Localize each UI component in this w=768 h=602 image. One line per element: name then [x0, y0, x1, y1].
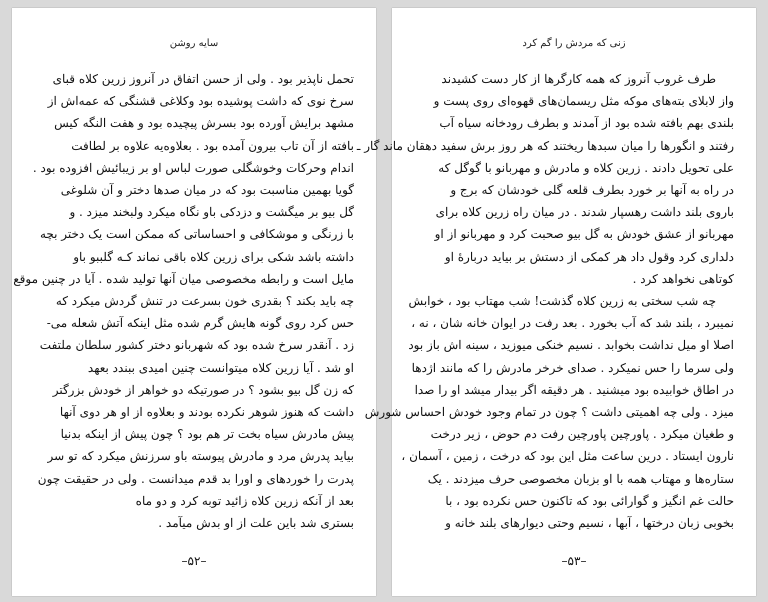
text-line: رفتند و انگورها را میان سبدها ریختند که هر روز برش سفید دهقان ماند گار ـ	[356, 138, 734, 153]
text-line: طرف غروب آنروز که همه کارگرها از کار دست کشیدند	[441, 72, 716, 86]
text-line: او شد . آیا زرین کلاه میتوانست چنین امیدی ببندد بعهد	[87, 360, 354, 375]
text-line: چه شب سختی به زرین کلاه گذشت! شب مهتاب بود ، خوابش	[408, 294, 716, 309]
left-page	[12, 8, 376, 596]
text-line: مایل است و رابطه مخصوصی میان آنها تولید شده . آیا در چنین موقع	[13, 271, 354, 286]
text-line: گل بیو بر میگشت و دزدکی باو نگاه میکرد ولبخند میزد . و	[69, 205, 354, 220]
text-line: حالت غم انگیز و گوارائی بود که تاکنون حس نکرده بود ، با	[445, 493, 734, 508]
text-line: بیاید پدرش مرد و مادرش پیوسته باو سرزنش میکرد که تو سر	[47, 449, 354, 464]
text-line: چه باید بکند ؟ بقدری خون بسرعت در تنش گردش میکرد که	[55, 294, 354, 309]
text-line: و طغیان میکرد . پاورچین پاورچین رفت دم حوض ، زیر درخت	[430, 427, 734, 442]
left-page-body	[13, 68, 354, 534]
right-page-body	[356, 68, 734, 534]
right-page-header: زنی که مردش را گم کرد	[522, 38, 626, 49]
text-line: پیش مادرش سیاه بخت تر هم بود ؟ چون پیش از اینکه بدنیا	[60, 427, 354, 442]
text-line: اصلا او میل نداشت بخوابد . نسیم خنکی میوزید ، سینه اش باز بود	[408, 338, 734, 353]
text-line: با زرنگی و موشکافی و احساساتی که ممکن است یک دختر بچه	[39, 227, 354, 242]
text-line: داشت که هنوز شوهر نکرده بودند و بعلاوه از او هر دوی آنها	[59, 405, 354, 420]
text-line: کوتاهی نخواهد کرد .	[632, 271, 734, 286]
text-line: در راه به آنها بر خورد بطرف قلعه گلی خودشان که برج و	[450, 183, 734, 198]
text-line: باروی بلند داشت رهسپار شدند . در میان راه زرین کلاه برای	[435, 205, 734, 220]
text-line: مهربانو از عشق خودش به گل بیو صحبت کرد و مهربانو از او	[434, 227, 734, 242]
text-line: ستاره‌ها و مهتاب همه با او بزبان مخصوصی حرف میزدند . یک	[427, 471, 734, 486]
text-line: دلداری کرد وقول داد هر کمکی از دستش بر بیاید دربارهٔ او	[444, 249, 734, 264]
right-page	[356, 8, 756, 596]
left-page-number: –۵۲–	[181, 554, 207, 568]
text-line: زد . آنقدر سرخ شده بود که شهربانو دختر کشور سلطان ملتفت	[39, 338, 354, 353]
text-line: بافته از آن تاب بیرون آمده بود . بعلاوه‌یه علاوه بر لطافت	[71, 138, 354, 153]
text-line: بخوبی زبان درختها ، آبها ، نسیم وحتی دیوارهای بلند خانه و	[445, 516, 734, 531]
text-line: علی تحویل دادند . زرین کلاه و مادرش و مهربانو با گوگل که	[438, 160, 734, 175]
text-line: تحمل ناپذیر بود . ولی از حسن اتفاق در آنروز زرین کلاه قبای	[52, 72, 354, 86]
text-line: که زن گل بیو بشود ؟ در صورتیکه دو خواهر از خودش بزرگتر	[52, 382, 354, 397]
text-line: اندام وحرکات وخوشگلی صورت لباس او بر زیبائیش افزوده بود .	[32, 160, 354, 175]
text-line: نمیبرد ، بلند شد که آب بخورد . بعد رفت در ایوان خانه شان ، نه ،	[411, 316, 734, 331]
text-line: حس کرد روی گونه هایش گرم شده مثل اینکه آتش شعله می-	[46, 316, 354, 331]
text-line: ولی سرما را حس نمیکرد . صدای خرخر مادرش را که مانند اژدها	[411, 360, 734, 375]
text-line: مشهد برایش آورده بود بسرش پیچیده بود و هفت النگه کیس	[54, 116, 354, 131]
left-page-header: سایه روشن	[169, 38, 219, 49]
text-line: گویا بهمین مناسبت بود که در میان صدها دختر و آن شلوغی	[60, 183, 354, 198]
text-line: در اطاق خوابیده بود میشنید . هر دقیقه اگر بیدار میشد او را صدا	[414, 382, 734, 397]
text-line: بعد از آنکه زرین کلاه زائید توبه کرد و دو ماه	[135, 493, 354, 508]
text-line: پدرت را خوردهای و اورا بد قدم میدانست . ولی در حقیقت چون	[37, 471, 354, 486]
text-line: نارون ایستاد . درین ساعت مثل این بود که درخت ، زمین ، آسمان ،	[401, 449, 734, 464]
text-line: سرخ نوی که داشت پوشیده بود وکلاغی قشنگی که عمه‌اش از	[47, 94, 354, 109]
text-line: بلندی بهم بافته شده بود از آمدند و بطرف رودخانه سیاه آب	[439, 116, 734, 131]
right-page-number: –۵۳–	[561, 554, 587, 568]
text-line: بستری شد باین علت از او بدش میآمد .	[158, 516, 354, 531]
text-line: واز لابلای بته‌های موکه مثل ریسمان‌های قهوه‌ای روی پست و	[433, 94, 734, 109]
text-line: میزد . ولی چه اهمیتی داشت ؟ چون در تمام وجود خودش احساس شورش	[364, 405, 734, 420]
text-line: داشته باشد شکی برای زرین کلاه باقی نماند کـه گلببو باو	[73, 249, 354, 264]
